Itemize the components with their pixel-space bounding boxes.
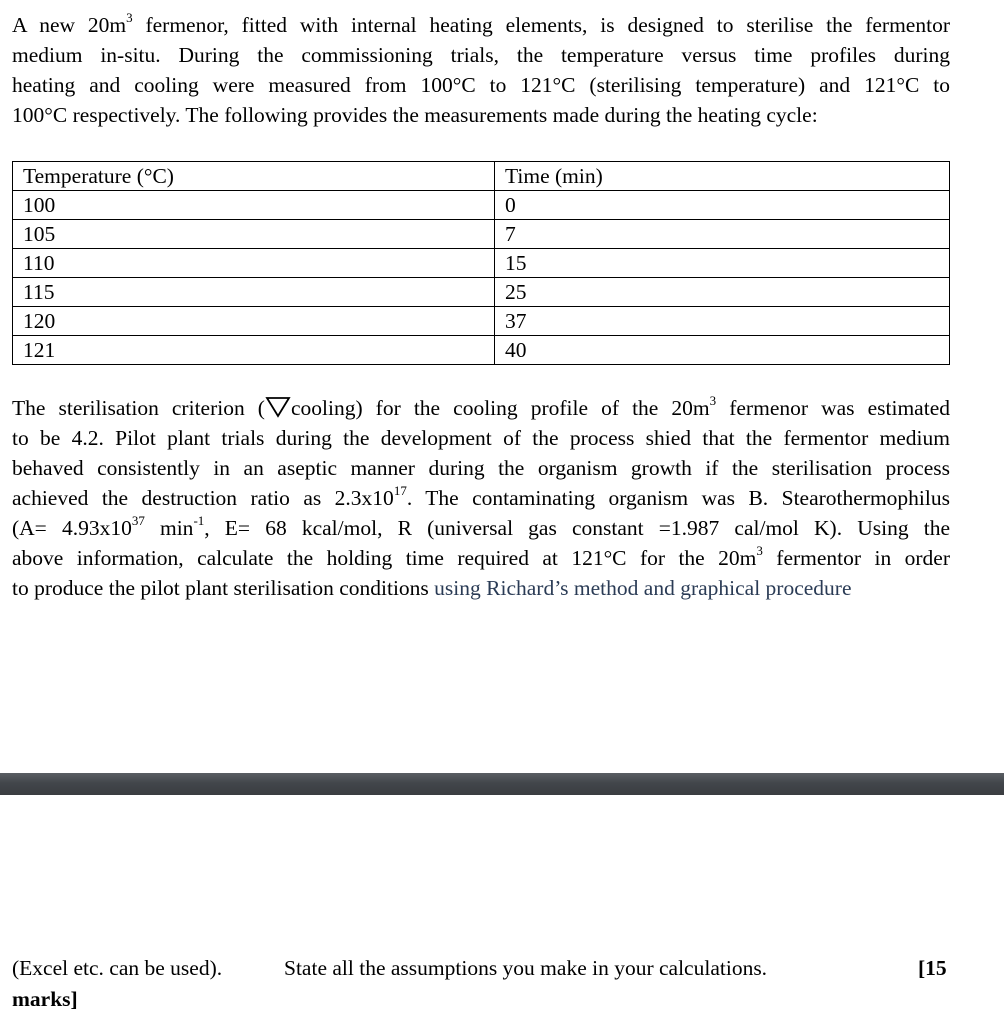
intro-line-4: 100°C respectively. The following provides the measurements made during the heating cycle: [12, 103, 818, 127]
cell-time: 40 [495, 336, 950, 365]
table-row [13, 307, 950, 336]
problem-line-6: above information, calculate the holding time required at 121°C for the $20m^3$ fermentor in order [12, 542, 950, 570]
problem-line-1: The sterilisation criterion ( cooling) for the cooling profile of the $20m^3$ fermenor was estimated [12, 392, 950, 420]
page-divider-bar [0, 773, 1004, 795]
cell-temperature: 120 [13, 307, 495, 336]
problem-line-3: behaved consistently in an aseptic manner during the organism growth if the sterilisation process [12, 456, 950, 480]
footer-assumptions-note: State all the assumptions you make in your calculations. [284, 956, 768, 980]
cell-temperature: 115 [13, 278, 495, 307]
cell-time: 37 [495, 307, 950, 336]
intro-line-1: A new $20m^3$ fermenor, fitted with internal heating elements, is designed to sterilise the fermentor [12, 9, 950, 37]
problem-line-7: to produce the pilot plant sterilisation conditions using Richard’s method and graphical procedure [12, 576, 852, 600]
cell-temperature: 105 [13, 220, 495, 249]
footer-marks-open: [15 [918, 956, 947, 980]
table-row [13, 249, 950, 278]
intro-line-3: heating and cooling were measured from 100°C to 121°C (sterilising temperature) and 121°C to [12, 73, 950, 97]
cell-time: 25 [495, 278, 950, 307]
cell-temperature: 110 [13, 249, 495, 278]
cell-time: 15 [495, 249, 950, 278]
nabla-symbol-icon [265, 396, 291, 418]
problem-line-2: to be 4.2. Pilot plant trials during the development of the process shied that the fermentor medium [12, 426, 950, 450]
problem-line-5: ($A= 4.93x10^{37}$ $\min^{-1}$, E= 68 kcal/mol, R (universal gas constant =1.987 cal/mol K). Using the [12, 512, 951, 540]
footer-marks-close: marks] [12, 987, 78, 1011]
header-time: Time (min) [495, 162, 950, 191]
problem-paragraph [12, 393, 950, 603]
table-row [13, 278, 950, 307]
cell-temperature: 100 [13, 191, 495, 220]
header-temperature: Temperature (°C) [13, 162, 495, 191]
table-header-row [13, 162, 950, 191]
footer-excel-note: (Excel etc. can be used). [12, 956, 223, 980]
cell-temperature: 121 [13, 336, 495, 365]
table-row [13, 336, 950, 365]
cell-time: 7 [495, 220, 950, 249]
temperature-time-table [12, 161, 950, 365]
intro-line-2: medium in-situ. During the commissioning trials, the temperature versus time profiles during [12, 43, 950, 67]
intro-paragraph [12, 10, 950, 130]
problem-line-4: achieved the destruction ratio as $2.3x10^{17}$. The contaminating organism was B. Stearothermophilus [12, 482, 950, 510]
table-row [13, 220, 950, 249]
cell-time: 0 [495, 191, 950, 220]
table-row [13, 191, 950, 220]
